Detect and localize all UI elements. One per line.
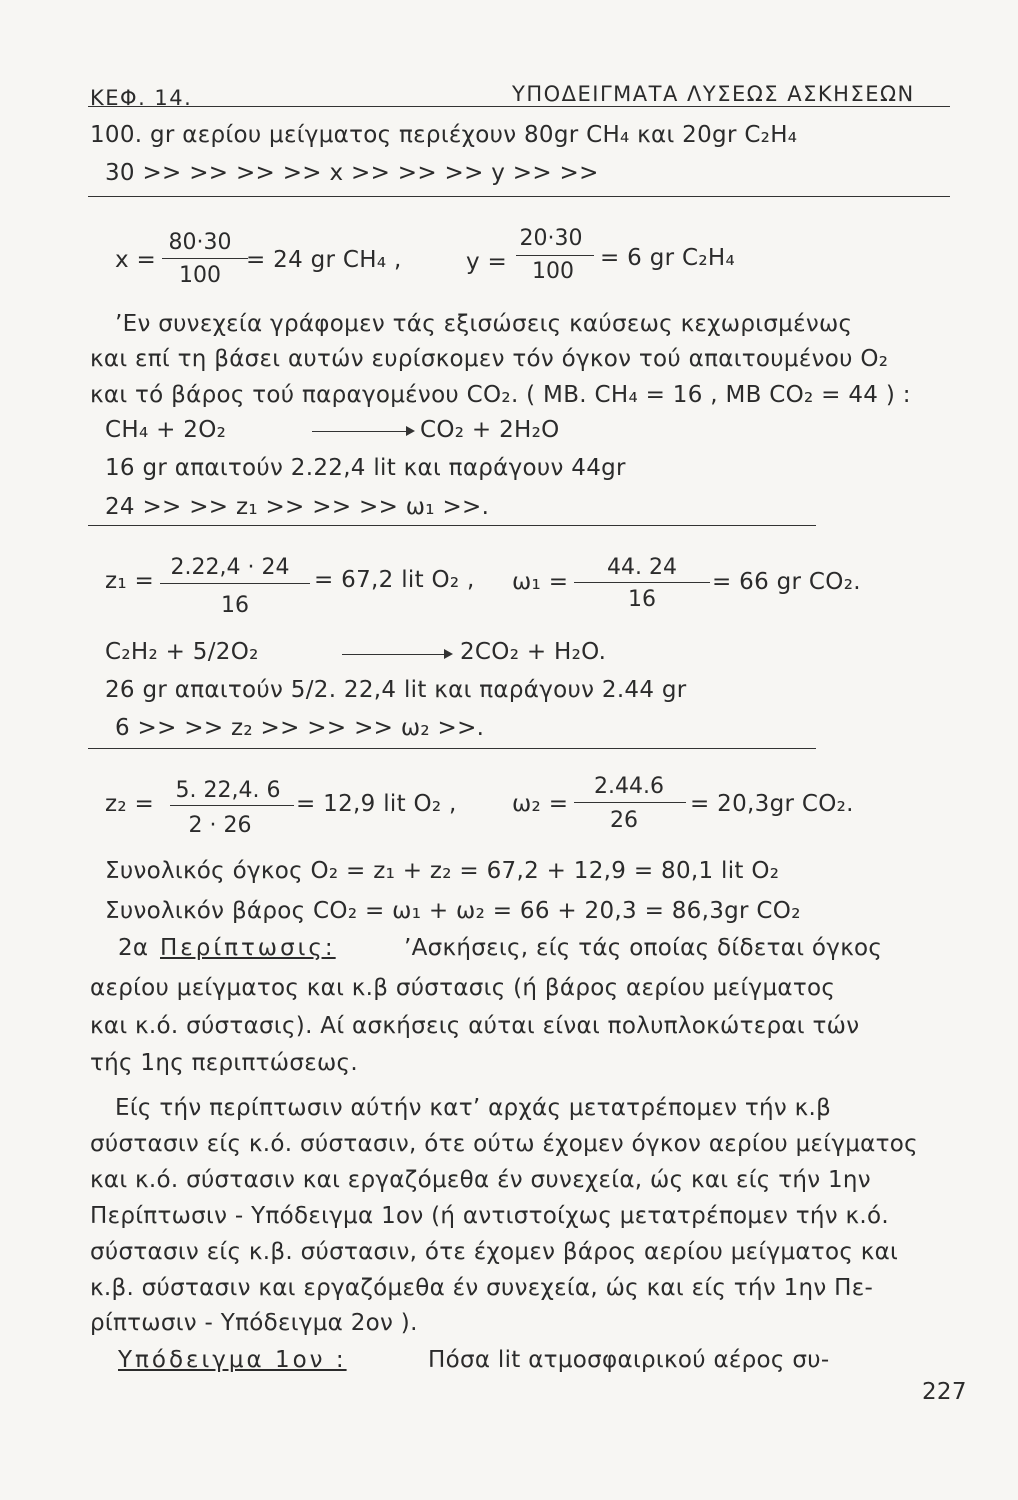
- ratio-line-4: 6 >> >> z₂ >> >> >> ω₂ >>.: [115, 715, 485, 741]
- w2-numerator: 2.44.6: [594, 774, 664, 799]
- ratio-line-1: 16 gr απαιτούν 2.22,4 lit και παράγουν 44gr: [105, 455, 626, 481]
- w1-result: = 66 gr CO₂.: [712, 569, 861, 595]
- y-denominator: 100: [532, 259, 574, 284]
- case-2-title: Περίπτωσις:: [160, 935, 336, 961]
- section-title: ΥΠΟΔΕΙΓΜΑΤΑ ΛΥΣΕΩΣ ΑΣΚΗΣΕΩΝ: [512, 82, 915, 106]
- reaction-arrow-2: [342, 654, 450, 655]
- discussion-line-1: Είς τήν περίπτωσιν αύτήν κατ’ αρχάς μετατρέπομεν τήν κ.β: [115, 1095, 832, 1121]
- z2-label: z₂ =: [105, 791, 155, 817]
- z2-numerator: 5. 22,4. 6: [175, 778, 281, 803]
- discussion-line-5: σύστασιν είς κ.β. σύστασιν, ότε έχομεν βάρος αερίου μείγματος και: [90, 1239, 899, 1265]
- x-fraction-bar: [162, 258, 248, 259]
- example-1-text: Πόσα lit ατμοσφαιρικού αέρος συ-: [428, 1347, 830, 1373]
- x-numerator: 80·30: [168, 230, 232, 255]
- z1-result: = 67,2 lit O₂ ,: [314, 567, 475, 593]
- z2-denominator: 2 · 26: [188, 813, 252, 838]
- x-label: x =: [115, 247, 157, 273]
- w2-fraction-bar: [574, 802, 686, 803]
- w2-denominator: 26: [610, 808, 638, 833]
- ratio-rule-2: [88, 748, 816, 749]
- z1-label: z₁ =: [105, 568, 155, 594]
- paragraph-line-3: και τό βάρος τού παραγομένου CO₂. ( MB. CH₄ = 16 , MB CO₂ = 44 ) :: [90, 382, 911, 408]
- reaction-arrow-1: [312, 431, 412, 432]
- case-2-line-3: και κ.ό. σύστασις). Αί ασκήσεις αύται είναι πολυπλοκώτεραι τών: [90, 1013, 860, 1039]
- ratio-line-3: 26 gr απαιτούν 5/2. 22,4 lit και παράγουν 2.44 gr: [105, 677, 687, 703]
- w1-denominator: 16: [628, 587, 656, 612]
- w2-result: = 20,3gr CO₂.: [690, 791, 854, 817]
- discussion-line-7: ρίπτωσιν - Υπόδειγμα 2ον ).: [90, 1310, 418, 1336]
- w2-label: ω₂ =: [512, 791, 569, 817]
- z1-denominator: 16: [221, 593, 249, 618]
- x-result: = 24 gr CH₄ ,: [246, 247, 402, 273]
- w1-fraction-bar: [574, 582, 710, 583]
- total-mass: Συνολικόν βάρος CO₂ = ω₁ + ω₂ = 66 + 20,3 = 86,3gr CO₂: [105, 898, 801, 924]
- y-numerator: 20·30: [519, 226, 583, 251]
- header-rule: [88, 106, 950, 107]
- paragraph-line-1: ’Εν συνεχεία γράφομεν τάς εξισώσεις καύσεως κεχωρισμένως: [115, 311, 853, 337]
- z1-numerator: 2.22,4 · 24: [170, 555, 290, 580]
- z1-fraction-bar: [160, 583, 310, 584]
- z2-fraction-bar: [170, 805, 294, 806]
- chapter-label: ΚΕΦ. 14.: [90, 86, 193, 110]
- y-fraction-bar: [516, 255, 594, 256]
- ratio-line-2: 24 >> >> z₁ >> >> >> ω₁ >>.: [105, 494, 490, 520]
- case-2-line-4: τής 1ης περιπτώσεως.: [90, 1050, 358, 1076]
- equation-1-products: CO₂ + 2H₂O: [420, 417, 560, 443]
- equation-2-reactants: C₂H₂ + 5/2O₂: [105, 639, 259, 665]
- given-line-1: 100. gr αερίου μείγματος περιέχουν 80gr CH₄ και 20gr C₂H₄: [90, 122, 798, 148]
- case-2-line-2: αερίου μείγματος και κ.β σύστασις (ή βάρος αερίου μείγματος: [90, 975, 836, 1001]
- ratio-rule-1: [88, 525, 816, 526]
- total-volume: Συνολικός όγκος O₂ = z₁ + z₂ = 67,2 + 12,9 = 80,1 lit O₂: [105, 858, 780, 884]
- equation-2-products: 2CO₂ + H₂O.: [460, 639, 607, 665]
- w1-label: ω₁ =: [512, 569, 569, 595]
- page-number: 227: [922, 1379, 967, 1405]
- discussion-line-4: Περίπτωσιν - Υπόδειγμα 1ον (ή αντιστοίχως μετατρέπομεν τήν κ.ό.: [90, 1203, 889, 1229]
- w1-numerator: 44. 24: [607, 555, 677, 580]
- case-2-number: 2α: [118, 935, 149, 961]
- y-label: y =: [466, 249, 508, 275]
- z2-result: = 12,9 lit O₂ ,: [296, 791, 457, 817]
- paragraph-line-2: και επί τη βάσει αυτών ευρίσκομεν τόν όγκον τού απαιτουμένου O₂: [90, 346, 889, 372]
- case-2-text: ’Ασκήσεις, είς τάς οποίας δίδεται όγκος: [404, 935, 883, 961]
- discussion-line-3: και κ.ό. σύστασιν και εργαζόμεθα έν συνεχεία, ώς και είς τήν 1ην: [90, 1167, 871, 1193]
- example-1-title: Υπόδειγμα 1ον :: [118, 1347, 347, 1373]
- given-line-2: 30 >> >> >> >> x >> >> >> y >> >>: [105, 160, 599, 186]
- given-rule: [88, 196, 950, 197]
- discussion-line-2: σύστασιν είς κ.ό. σύστασιν, ότε ούτω έχομεν όγκον αερίου μείγματος: [90, 1131, 918, 1157]
- y-result: = 6 gr C₂H₄: [600, 245, 735, 271]
- equation-1-reactants: CH₄ + 2O₂: [105, 417, 227, 443]
- x-denominator: 100: [179, 263, 221, 288]
- discussion-line-6: κ.β. σύστασιν και εργαζόμεθα έν συνεχεία, ώς και είς τήν 1ην Πε-: [90, 1275, 874, 1301]
